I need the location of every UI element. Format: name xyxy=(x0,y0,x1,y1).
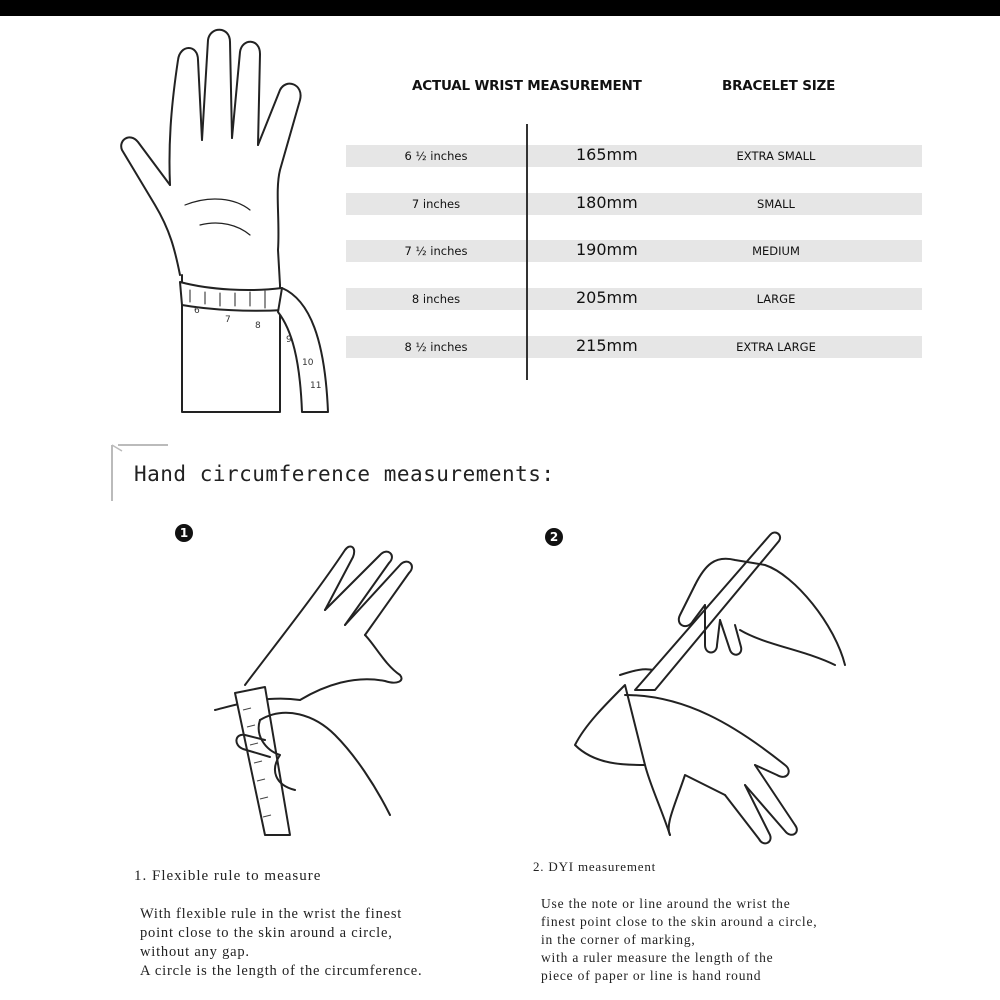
row-inches: 6 ½ inches xyxy=(404,149,468,163)
tape-number-9: 9 xyxy=(286,335,292,345)
row-size: LARGE xyxy=(756,292,796,306)
row-size: EXTRA SMALL xyxy=(736,149,816,163)
tape-number-10: 10 xyxy=(302,358,314,368)
step-2-title: 2. DYI measurement xyxy=(533,859,657,874)
section-title: Hand circumference measurements: xyxy=(134,462,555,486)
top-black-bar xyxy=(0,0,1000,16)
row-size: MEDIUM xyxy=(752,244,800,258)
step-1-badge: 1 xyxy=(175,524,193,542)
step-1-description: With flexible rule in the wrist the finest point close to the skin around a circle, without any gap. A circle is the length of the circumference. xyxy=(140,906,423,979)
tape-number-6: 6 xyxy=(194,306,200,316)
table-row xyxy=(346,145,922,167)
tape-number-8: 8 xyxy=(255,321,261,331)
flexible-rule-hand-illustration xyxy=(205,535,435,855)
step-1-title: 1. Flexible rule to measure xyxy=(134,868,322,884)
step-2-description: Use the note or line around the wrist the finest point close to the skin around a circle, in the corner of marking, with a ruler measure the length of the piece of paper or line is hand round xyxy=(541,896,818,983)
table-row xyxy=(346,193,922,215)
row-mm: 165mm xyxy=(576,145,638,164)
dyi-measurement-hand-illustration xyxy=(565,525,855,855)
table-row xyxy=(346,240,922,262)
row-inches: 8 ½ inches xyxy=(404,340,468,354)
tape-number-7: 7 xyxy=(225,315,231,325)
row-mm: 190mm xyxy=(576,240,638,259)
header-actual-wrist-measurement: ACTUAL WRIST MEASUREMENT xyxy=(412,78,642,94)
row-mm: 205mm xyxy=(576,288,638,307)
table-row xyxy=(346,288,922,310)
row-size: SMALL xyxy=(757,197,795,211)
header-bracelet-size: BRACELET SIZE xyxy=(722,78,836,94)
row-size: EXTRA LARGE xyxy=(736,340,816,354)
row-mm: 215mm xyxy=(576,336,638,355)
row-inches: 8 inches xyxy=(411,292,461,306)
table-row xyxy=(346,336,922,358)
row-inches: 7 ½ inches xyxy=(404,244,468,258)
row-mm: 180mm xyxy=(576,193,638,212)
tape-number-11: 11 xyxy=(310,381,322,391)
row-inches: 7 inches xyxy=(411,197,461,211)
hand-with-tape-illustration xyxy=(110,20,350,420)
step-2-badge: 2 xyxy=(545,528,563,546)
